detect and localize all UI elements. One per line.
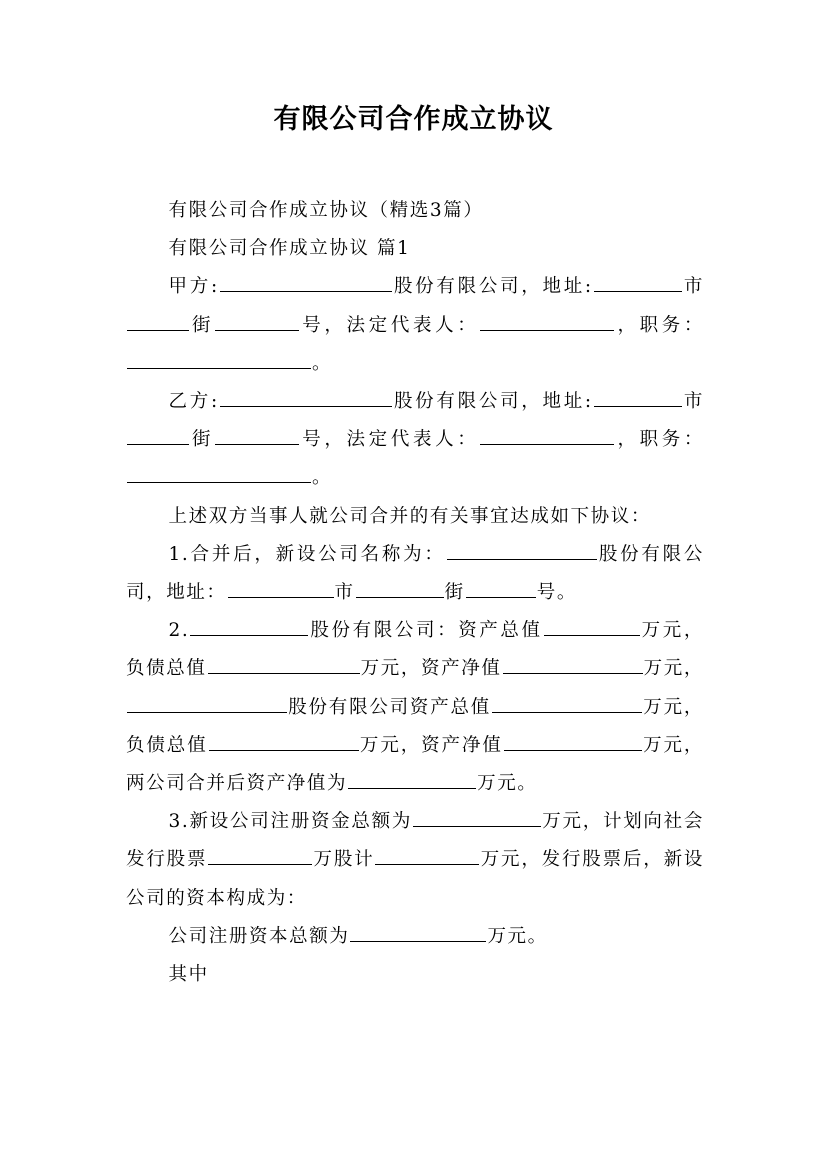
party-b-representative-blank xyxy=(480,426,614,445)
clause-1-city-blank xyxy=(356,579,444,598)
clause-1-street: 街 xyxy=(444,582,465,604)
clause-1-city: 市 xyxy=(334,582,355,604)
party-b-address-blank xyxy=(594,388,682,407)
party-b-company-suffix: 股份有限公司，地址: xyxy=(392,391,593,413)
party-b-paragraph xyxy=(126,383,704,498)
clause-3-shares-blank xyxy=(208,846,312,865)
party-a-city: 市 xyxy=(682,276,704,298)
clause-2-wan1: 万元，负债总值 xyxy=(126,620,704,680)
party-a-street-blank xyxy=(215,312,299,331)
clause-2-wan4: 万元，负债总值 xyxy=(126,696,704,756)
clause-2-net-assets2-blank xyxy=(504,732,642,751)
clause-3-capital-blank xyxy=(413,808,541,827)
party-b-end: 。 xyxy=(312,467,333,489)
clause-2-company2-blank xyxy=(127,694,287,713)
capital-line xyxy=(126,918,704,956)
capital-line-blank xyxy=(350,923,486,942)
clause-2-company-blank xyxy=(190,617,308,636)
last-line xyxy=(126,956,704,994)
clause-2-wan3: 万元， xyxy=(643,658,704,680)
document-title: 有限公司合作成立协议 xyxy=(273,104,554,135)
party-a-name-blank xyxy=(220,273,392,292)
clause-2-company: 股份有限公司：资产总值 xyxy=(309,620,543,642)
clause-3-part2: 万股计 xyxy=(313,849,375,871)
party-b-city-blank xyxy=(127,426,189,445)
clause-3-amount-blank xyxy=(375,846,479,865)
party-b-label: 乙方: xyxy=(168,391,219,413)
party-b-city: 市 xyxy=(682,391,704,413)
clause-2-total-assets-blank xyxy=(544,617,640,636)
party-a-city-blank xyxy=(127,312,189,331)
clause-1-address-blank xyxy=(228,579,334,598)
party-b-number: 号，法定代表人： xyxy=(300,429,480,451)
capital-line-prefix: 公司注册资本总额为 xyxy=(168,925,350,947)
clause-1-prefix: 1.合并后，新设公司名称为： xyxy=(168,543,446,565)
party-a-paragraph xyxy=(126,268,704,383)
clause-2-merged-net-blank xyxy=(348,770,476,789)
clause-2-total-assets2-blank xyxy=(492,694,642,713)
party-a-label: 甲方: xyxy=(168,276,219,298)
clause-2-liabilities2-blank xyxy=(209,732,359,751)
clause-3-prefix: 3.新设公司注册资金总额为 xyxy=(168,811,413,833)
party-b-title-blank xyxy=(127,464,311,483)
party-a-title-blank xyxy=(127,350,311,369)
party-b-title-label: ，职务： xyxy=(615,429,705,451)
party-b-street: 街 xyxy=(190,429,215,451)
party-a-representative-blank xyxy=(480,312,614,331)
clause-1-company-suffix: 股份有限公司，地址： xyxy=(126,543,704,604)
party-a-title-label: ，职务： xyxy=(615,314,705,336)
clause-2-end: 万元。 xyxy=(477,773,538,795)
party-a-street: 街 xyxy=(190,314,215,336)
clause-1-street-blank xyxy=(466,579,536,598)
subtitle-text: 有限公司合作成立协议（精选3篇） xyxy=(168,200,484,221)
subtitle-line xyxy=(126,192,704,230)
clause-2-paragraph xyxy=(126,612,704,803)
clause-3-part3: 万元，发行股票后，新设公司的资本构成为： xyxy=(126,849,704,909)
section-heading-text: 有限公司合作成立协议 篇1 xyxy=(168,238,411,260)
clause-2-wan5: 万元，资产净值 xyxy=(359,734,503,756)
last-line-text: 其中 xyxy=(168,964,209,986)
clause-1-name-blank xyxy=(447,541,597,560)
clause-1-paragraph xyxy=(126,536,704,612)
party-a-end: 。 xyxy=(312,352,333,374)
clause-2-wan6: 万元，两公司合并后资产净值为 xyxy=(126,734,704,795)
party-a-company-suffix: 股份有限公司，地址: xyxy=(392,276,593,298)
clause-1-end: 号。 xyxy=(536,582,577,604)
clause-3-part1: 万元，计划向社会发行股票 xyxy=(126,811,705,871)
capital-line-end: 万元。 xyxy=(487,925,548,947)
clause-2-company2: 股份有限公司资产总值 xyxy=(288,696,492,718)
clause-2-net-assets-blank xyxy=(503,655,643,674)
section-heading xyxy=(126,230,704,268)
party-a-address-blank xyxy=(594,273,682,292)
party-a-number: 号，法定代表人： xyxy=(300,314,480,336)
clause-2-prefix: 2. xyxy=(168,620,190,642)
clause-3-paragraph xyxy=(126,803,704,918)
intro-paragraph xyxy=(126,498,704,536)
party-b-name-blank xyxy=(220,388,392,407)
clause-2-wan2: 万元，资产净值 xyxy=(360,658,502,680)
document-body xyxy=(126,192,704,994)
clause-2-liabilities-blank xyxy=(208,655,360,674)
intro-text: 上述双方当事人就公司合并的有关事宜达成如下协议： xyxy=(168,505,651,527)
party-b-street-blank xyxy=(215,426,299,445)
